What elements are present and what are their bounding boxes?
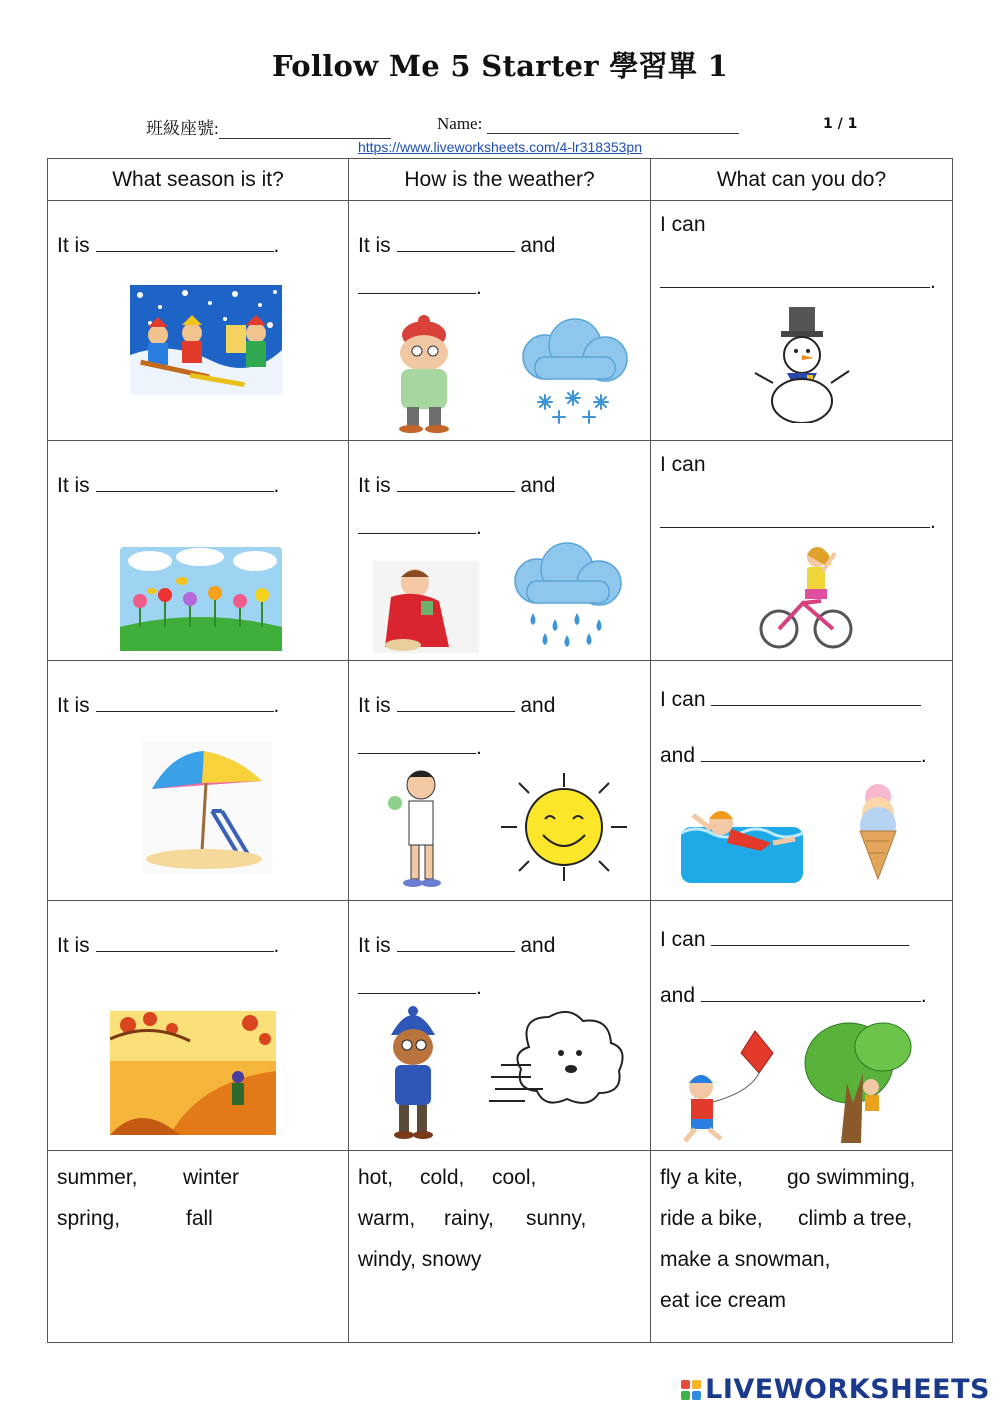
word-warm: warm, (358, 1207, 416, 1230)
winter-kids-sledding-picture (130, 285, 282, 395)
activity-sentence-1: I can (660, 927, 909, 952)
activity-sentence: I can (660, 453, 706, 476)
activity-sentence-2: and . (660, 984, 927, 1007)
liveworksheets-logo (681, 1374, 990, 1405)
rain-cloud-icon (507, 541, 625, 651)
weather-answer-blank-1[interactable] (397, 233, 515, 252)
weather-answer-blank-2[interactable] (358, 275, 476, 294)
word-spring: spring, (57, 1207, 121, 1230)
word-fall: fall (186, 1207, 213, 1230)
worksheet-url-link[interactable]: https://www.liveworksheets.com/4-lr318353pn (357, 139, 643, 155)
word-bank-activities (651, 1151, 952, 1321)
activity-answer-blank[interactable] (660, 269, 930, 288)
worksheet-table (47, 158, 953, 1343)
activity-answer-blank-2[interactable] (701, 743, 921, 762)
word-winter: winter (183, 1166, 240, 1189)
hot-sweating-man-picture (379, 765, 465, 893)
activity-answer-blank[interactable] (660, 509, 930, 528)
season-sentence: It is . (57, 474, 280, 497)
wind-cloud-icon (489, 1007, 629, 1119)
table-row: It is . It is and . I can and . (48, 901, 953, 1151)
season-sentence: It is . (57, 234, 280, 257)
word-bank-row (48, 1151, 953, 1343)
table-row: It is . It is and . I can . (48, 201, 953, 441)
word-go-swimming: go swimming, (787, 1166, 916, 1189)
word-fly-a-kite: fly a kite, (660, 1166, 743, 1189)
class-number-label: 班級座號: (146, 114, 391, 139)
weather-answer-blank-1[interactable] (397, 933, 515, 952)
word-cool: cool, (492, 1166, 537, 1189)
name-blank[interactable] (487, 116, 739, 134)
word-rainy: rainy, (444, 1207, 494, 1230)
word-sunny: sunny, (526, 1207, 587, 1230)
spring-flowers-picture (120, 547, 282, 651)
season-answer-blank[interactable] (96, 233, 274, 252)
page-number: 1 / 1 (823, 116, 858, 132)
weather-sentence: It is and (358, 234, 556, 257)
season-sentence: It is . (57, 934, 280, 957)
column-header-activity: What can you do? (651, 159, 953, 201)
word-make-a-snowman: make a snowman, (660, 1248, 831, 1271)
word-cold: cold, (420, 1166, 465, 1189)
name-label: Name: (437, 114, 739, 134)
word-bank-seasons (48, 1151, 348, 1239)
weather-answer-blank-2[interactable] (358, 735, 476, 754)
liveworksheets-logo-icon (681, 1380, 701, 1400)
boy-in-winter-hat-picture (377, 1005, 449, 1143)
table-row: It is . It is and . I can and . (48, 661, 953, 901)
weather-sentence: It is and (358, 694, 556, 717)
snow-cloud-icon (515, 317, 631, 427)
season-answer-blank[interactable] (96, 693, 274, 712)
summer-beach-umbrella-picture (142, 741, 272, 873)
class-number-blank[interactable] (219, 121, 391, 139)
cool-boy-with-blanket-picture (373, 561, 479, 653)
word-windy-snowy: windy, snowy (358, 1248, 482, 1271)
activity-sentence: I can (660, 213, 706, 236)
brand-name: LIVEWORKSHEETS (705, 1374, 990, 1405)
season-sentence: It is . (57, 694, 280, 717)
fall-autumn-scene-picture (110, 1011, 276, 1135)
activity-sentence-1: I can (660, 687, 921, 712)
weather-answer-blank-1[interactable] (397, 473, 515, 492)
boy-flying-kite-picture (671, 1027, 783, 1145)
weather-answer-blank-2[interactable] (358, 515, 476, 534)
word-summer: summer, (57, 1166, 138, 1189)
worksheet-title: Follow Me 5 Starter 學習單 1 (271, 49, 729, 83)
season-answer-blank[interactable] (96, 933, 274, 952)
snowman-picture (751, 305, 851, 423)
ice-cream-cone-picture (851, 781, 905, 881)
activity-answer-blank-1[interactable] (711, 687, 921, 706)
column-header-season: What season is it? (48, 159, 349, 201)
activity-sentence-2: and . (660, 744, 927, 767)
word-eat-ice-cream: eat ice cream (660, 1289, 787, 1312)
boy-swimming-picture (681, 799, 803, 883)
weather-sentence: It is and (358, 474, 556, 497)
word-ride-a-bike: ride a bike, (660, 1207, 763, 1230)
activity-answer-blank-1[interactable] (711, 927, 909, 946)
boy-climbing-tree-picture (801, 1017, 923, 1143)
table-row: It is . It is and . I can . (48, 441, 953, 661)
cold-shivering-man-picture (379, 313, 469, 433)
girl-riding-bike-picture (757, 541, 853, 653)
sun-icon (499, 771, 629, 883)
season-answer-blank[interactable] (96, 473, 274, 492)
weather-answer-blank-1[interactable] (397, 693, 515, 712)
word-bank-weather (349, 1151, 650, 1280)
word-hot: hot, (358, 1166, 394, 1189)
word-climb-a-tree: climb a tree, (798, 1207, 913, 1230)
column-header-weather: How is the weather? (349, 159, 651, 201)
weather-answer-blank-2[interactable] (358, 975, 476, 994)
weather-sentence: It is and (358, 934, 556, 957)
activity-answer-blank-2[interactable] (701, 983, 921, 1002)
